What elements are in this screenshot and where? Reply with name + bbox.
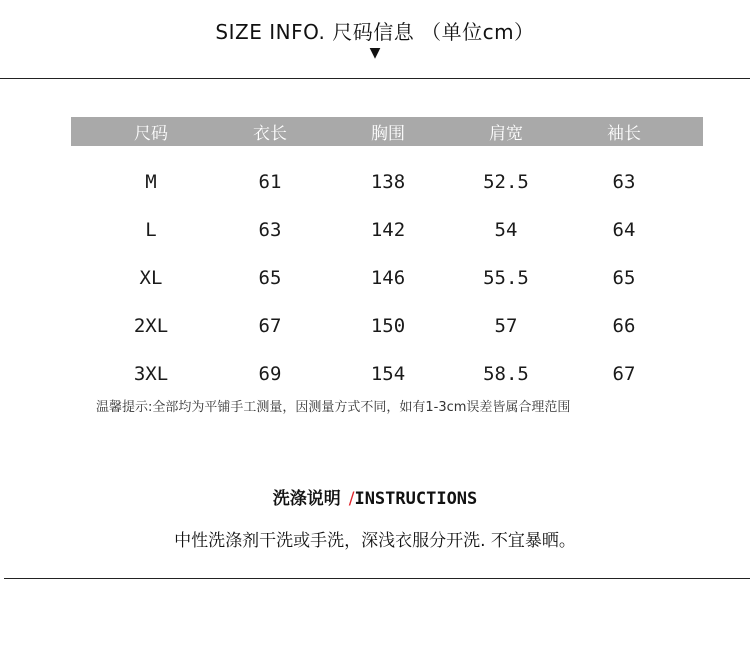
wash-instructions-text: 中性洗涤剂干洗或手洗，深浅衣服分开洗. 不宜暴晒。: [174, 531, 576, 551]
table-row: [71, 350, 703, 398]
cell-sleeve: 63: [612, 171, 636, 193]
cell-chest: 150: [370, 315, 406, 337]
header-sleeve: 袖长: [607, 124, 641, 144]
table-row: [71, 302, 703, 350]
measurement-note: 温馨提示:全部均为平铺手工测量，因测量方式不同，如有1-3cm误差皆属合理范围: [96, 400, 571, 415]
cell-length: 67: [258, 315, 282, 337]
down-arrow-icon: ▼: [369, 45, 381, 61]
header-size: 尺码: [134, 124, 168, 144]
wash-title-en: INSTRUCTIONS: [354, 489, 478, 509]
cell-shoulder: 52.5: [483, 171, 529, 193]
size-table-body: [71, 158, 703, 398]
page-title: SIZE INFO. 尺码信息 （单位cm）: [215, 20, 535, 44]
cell-length: 63: [258, 219, 282, 241]
header-chest: 胸围: [371, 124, 405, 144]
cell-sleeve: 64: [612, 219, 636, 241]
cell-sleeve: 67: [612, 363, 636, 385]
header-shoulder: 肩宽: [489, 124, 523, 144]
cell-chest: 142: [370, 219, 406, 241]
cell-length: 69: [258, 363, 282, 385]
cell-chest: 146: [370, 267, 406, 289]
size-table: [71, 117, 703, 398]
cell-length: 61: [258, 171, 282, 193]
cell-chest: 154: [370, 363, 406, 385]
header-length: 衣长: [253, 124, 287, 144]
table-row: [71, 158, 703, 206]
cell-size: L: [145, 219, 157, 241]
cell-shoulder: 55.5: [483, 267, 529, 289]
cell-shoulder: 57: [494, 315, 518, 337]
cell-length: 65: [258, 267, 282, 289]
top-divider: [0, 78, 750, 79]
cell-size: XL: [139, 267, 163, 289]
cell-size: 3XL: [133, 363, 169, 385]
cell-size: 2XL: [133, 315, 169, 337]
cell-shoulder: 58.5: [483, 363, 529, 385]
wash-instructions-title: [0, 484, 750, 509]
slash-separator: /: [348, 489, 355, 509]
table-row: [71, 206, 703, 254]
table-row: [71, 254, 703, 302]
cell-chest: 138: [370, 171, 406, 193]
cell-sleeve: 65: [612, 267, 636, 289]
bottom-divider: [4, 578, 750, 579]
cell-sleeve: 66: [612, 315, 636, 337]
size-table-header: [71, 117, 703, 146]
cell-size: M: [145, 171, 157, 193]
cell-shoulder: 54: [494, 219, 518, 241]
wash-title-cn: 洗涤说明: [272, 489, 341, 509]
